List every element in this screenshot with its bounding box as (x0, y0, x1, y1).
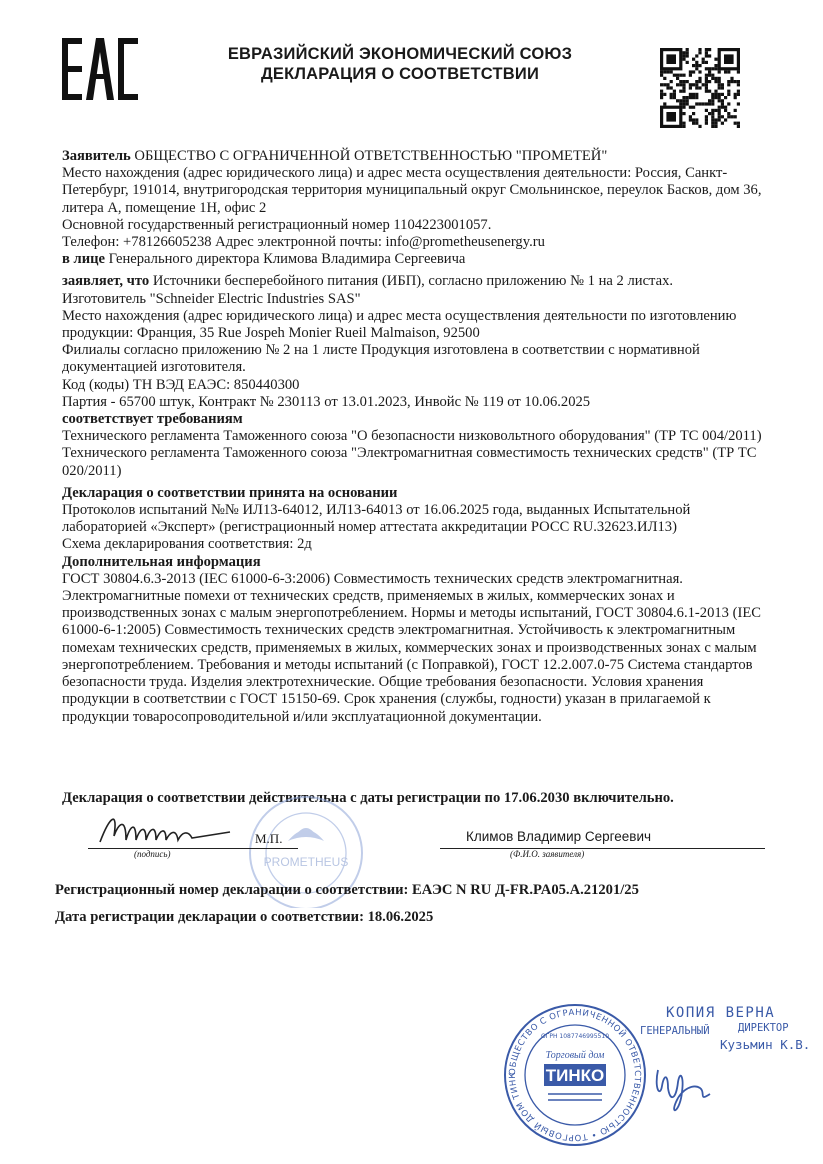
header-declaration-title: ДЕКЛАРАЦИЯ О СООТВЕТСТВИИ (260, 65, 540, 83)
document-header (190, 44, 610, 84)
basis-label: Декларация о соответствии принята на основании (62, 484, 398, 501)
declares-line (62, 273, 767, 290)
signature-caption: (подпись) (134, 849, 171, 859)
applicant-name: ОБЩЕСТВО С ОГРАНИЧЕННОЙ ОТВЕТСТВЕННОСТЬЮ "ПРОМЕТЕЙ" (130, 148, 608, 164)
stamp-place-label: М.П. (255, 831, 283, 846)
additional-info-text: ГОСТ 30804.6.3-2013 (IEC 61000-6-3:2006) Совместимость технических средств электромагнитная. Электромагнитные помехи от технических средств, применяемых в жилых, коммерческих зонах и производственных зонах с малым энергопотреблением. Нормы и методы испытаний, ГОСТ 30804.6.1-2013 (IEC 61000-6-1:2005) Совместимость технических средств электромагнитная. Устойчивость к электромагнитным помехам технических средств, применяемых в жилых, коммерческих зонах и производственных зонах с малым энергопотреблением. Требования и методы испытаний (с Поправкой), ГОСТ 12.2.007.0-75 Система стандартов безопасности труда. Изделия электротехнические. Общие требования безопасности. Условия хранения продукции в соответствии с ГОСТ 15150-69. Срок хранения (службы, годности) указан в прилагаемой к продукции товаросопроводительной и/или эксплуатационной документации. (62, 570, 761, 725)
seal-company-logo: ТИНКО (545, 1066, 605, 1085)
name-line (440, 848, 765, 859)
regulation-2: Технического регламента Таможенного союза "Электромагнитная совместимость технических средств" (ТР ТС 020/2011) (62, 445, 757, 479)
representative-name: Генерального директора Климова Владимира Сергеевича (105, 251, 466, 268)
copy-true-label: КОПИЯ ВЕРНА (666, 1005, 776, 1021)
signature-line (88, 848, 298, 859)
branches-info: Филиалы согласно приложению № 2 на 1 листе Продукция изготовлена в соответствии с нормативной документацией изготовителя. (62, 342, 700, 376)
declaration-scheme: Схема декларирования соответствия: 2д (62, 536, 312, 553)
eac-logo-icon (60, 34, 140, 109)
additional-info-label: Дополнительная информация (62, 553, 261, 570)
manufacturer-address: Место нахождения (адрес юридического лица) и адрес места осуществления деятельности по изготовлению продукции: Франция, 35 Rue Jospeh Monier Rueil Malmaison, 92500 (62, 307, 737, 342)
representative-label: в лице (62, 251, 106, 268)
copy-position-1: ГЕНЕРАЛЬНЫЙ (640, 1025, 710, 1037)
applicant-line (62, 148, 767, 165)
registration-number: Регистрационный номер декларации о соответствии: ЕАЭС N RU Д-FR.PA05.A.21201/25 (55, 882, 639, 898)
manufacturer: Изготовитель "Schneider Electric Industries SAS" (62, 290, 361, 307)
header-union-title: ЕВРАЗИЙСКИЙ ЭКОНОМИЧЕСКИЙ СОЮЗ (227, 45, 573, 63)
regulation-1: Технического регламента Таможенного союза "О безопасности низковольтного оборудования" (ТР ТС 004/2011) (62, 428, 762, 445)
tinko-seal (500, 1000, 650, 1155)
declaration-body (62, 148, 767, 726)
tn-ved-code: Код (коды) ТН ВЭД ЕАЭС: 850440300 (62, 376, 300, 393)
representative-line (62, 251, 767, 268)
conformity-label: соответствует требованиям (62, 411, 243, 428)
batch-info: Партия - 65700 штук, Контракт № 230113 от 13.01.2023, Инвойс № 119 от 10.06.2025 (62, 393, 591, 410)
applicant-contacts: Телефон: +78126605238 Адрес электронной почты: info@prometheusenergy.ru (62, 234, 545, 251)
qr-code-icon (660, 40, 740, 143)
copy-signer-name: Кузьмин К.В. (720, 1037, 811, 1052)
applicant-address: Место нахождения (адрес юридического лица) и адрес места осуществления деятельности: Россия, Санкт-Петербург, 191014, внутригородская территория муниципальный округ Смольнинское, переулок Басков, дом 36, литера А, помещение 1Н, офис 2 (62, 165, 762, 216)
copy-position-2: ДИРЕКТОР (738, 1022, 789, 1034)
applicant-label: Заявитель (62, 148, 131, 164)
registration-block (55, 877, 639, 931)
signer-name: Климов Владимир Сергеевич (466, 829, 652, 844)
registration-date: Дата регистрации декларации о соответствии: 18.06.2025 (55, 909, 434, 925)
director-signature-mark (650, 1058, 720, 1123)
seal-company-name: PROMETHEUS (263, 855, 349, 869)
validity-statement: Декларация о соответствии действительна с даты регистрации по 17.06.2030 включительно. (62, 790, 674, 806)
product-description: Источники бесперебойного питания (ИБП), согласно приложению № 1 на 2 листах. (149, 273, 674, 290)
seal-subtitle: Торговый дом (545, 1050, 605, 1061)
seal-ogrn: ОГРН 1087746995510 (540, 1033, 610, 1040)
test-protocols: Протоколов испытаний №№ ИЛ13-64012, ИЛ13-64013 от 16.06.2025 года, выданных Испытательной лабораторией «Эксперт» (регистрационный номер аттестата аккредитации РОСС RU.32623.ИЛ13) (62, 502, 691, 536)
applicant-ogrn: Основной государственный регистрационный номер 1104223001057. (62, 216, 492, 233)
seal-ring-text: ОБЩЕСТВО С ОГРАНИЧЕННОЙ ОТВЕТСТВЕННОСТЬЮ • ТОРГОВЫЙ ДОМ ТИНК (507, 1007, 643, 1143)
declares-label: заявляет, что (62, 273, 150, 290)
name-caption: (Ф.И.О. заявителя) (510, 849, 585, 859)
